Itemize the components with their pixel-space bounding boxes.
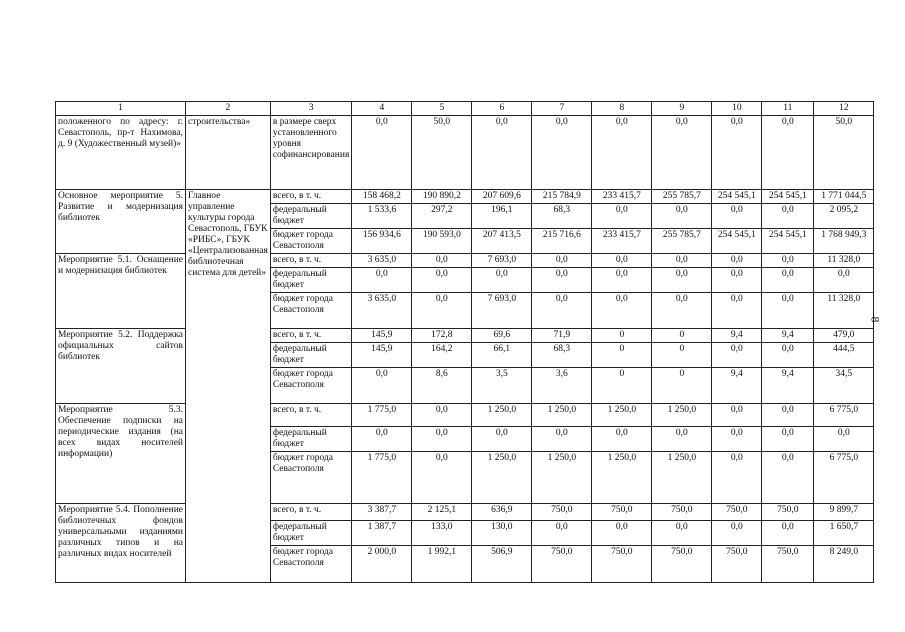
value-cell: 0,0 [814,268,874,293]
program-cell: Мероприятие 5.4. Пополнение библиотечных фондов универсальными изданиями различных типов и на различных видах носителей [56,504,186,583]
value-cell: 0 [652,343,712,368]
value-cell: 0,0 [652,293,712,329]
value-cell: 750,0 [652,546,712,583]
col-header: 9 [652,102,712,116]
value-cell: 7 693,0 [472,254,532,268]
value-cell: 3 387,7 [352,504,412,521]
value-cell: 207 609,6 [472,190,532,204]
program-cell: Мероприятие 5.2. Поддержка официальных сайтов библиотек [56,329,186,404]
value-cell: 0,0 [592,254,652,268]
value-cell: 750,0 [652,504,712,521]
value-cell: 0,0 [712,293,762,329]
value-cell: 0,0 [712,254,762,268]
value-cell: 0 [592,329,652,343]
col-header: 10 [712,102,762,116]
value-cell: 1 775,0 [352,404,412,427]
value-cell: 0,0 [652,254,712,268]
value-cell: 1 250,0 [472,452,532,504]
value-cell: 444,5 [814,343,874,368]
header-row [56,102,874,116]
value-cell: 0,0 [592,116,652,190]
value-cell: 164,2 [412,343,472,368]
executor-cell: Главное управление культуры города Севастополь, ГБУК «РИБС», ГБУК «Централизованная библиотечная система для детей» [186,190,271,583]
value-cell: 0,0 [652,268,712,293]
value-cell: 0,0 [352,116,412,190]
value-cell: 50,0 [814,116,874,190]
value-cell: 9 899,7 [814,504,874,521]
value-cell: 0,0 [652,204,712,229]
budget-table [55,101,874,583]
value-cell: 297,2 [412,204,472,229]
value-cell: 750,0 [712,546,762,583]
source-cell: бюджет города Севастополя [270,452,352,504]
source-cell: в размере сверх установленного уровня софинансирования [270,116,352,190]
value-cell: 50,0 [412,116,472,190]
value-cell: 255 785,7 [652,229,712,254]
value-cell: 0,0 [762,521,814,546]
value-cell: 196,1 [472,204,532,229]
value-cell: 9,4 [762,329,814,343]
value-cell: 0,0 [532,268,592,293]
value-cell: 145,9 [352,343,412,368]
source-cell: всего, в т. ч. [270,254,352,268]
value-cell: 0,0 [532,427,592,452]
col-header: 2 [186,102,271,116]
value-cell: 636,9 [472,504,532,521]
value-cell: 133,0 [412,521,472,546]
table-row [56,190,874,204]
value-cell: 1 768 949,3 [814,229,874,254]
value-cell: 0,0 [412,268,472,293]
value-cell: 0,0 [762,116,814,190]
col-header: 12 [814,102,874,116]
col-header: 8 [592,102,652,116]
source-cell: бюджет города Севастополя [270,293,352,329]
source-cell: бюджет города Севастополя [270,229,352,254]
source-cell: всего, в т. ч. [270,329,352,343]
value-cell: 750,0 [532,546,592,583]
value-cell: 1 250,0 [532,404,592,427]
value-cell: 1 250,0 [652,452,712,504]
source-cell: федеральный бюджет [270,204,352,229]
value-cell: 0,0 [762,452,814,504]
value-cell: 0,0 [532,521,592,546]
value-cell: 750,0 [762,504,814,521]
value-cell: 750,0 [712,504,762,521]
value-cell: 0,0 [652,427,712,452]
program-cell: положенного по адресу: г. Севастополь, пр-т Нахимова, д. 9 (Художественный музей)» [56,116,186,190]
value-cell: 215 716,6 [532,229,592,254]
value-cell: 1 650,7 [814,521,874,546]
value-cell: 254 545,1 [712,229,762,254]
table-row [56,254,874,268]
value-cell: 0,0 [592,204,652,229]
value-cell: 1 775,0 [352,452,412,504]
value-cell: 0,0 [652,521,712,546]
value-cell: 750,0 [592,546,652,583]
program-cell: Мероприятие 5.1. Оснащение и модернизация библиотек [56,254,186,329]
value-cell: 0,0 [762,254,814,268]
value-cell: 0,0 [762,343,814,368]
value-cell: 215 784,9 [532,190,592,204]
value-cell: 0,0 [814,427,874,452]
value-cell: 479,0 [814,329,874,343]
value-cell: 254 545,1 [712,190,762,204]
value-cell: 6 775,0 [814,452,874,504]
value-cell: 0,0 [412,254,472,268]
source-cell: бюджет города Севастополя [270,546,352,583]
value-cell: 254 545,1 [762,229,814,254]
value-cell: 0,0 [712,452,762,504]
table-row [56,504,874,521]
value-cell: 1 250,0 [592,452,652,504]
value-cell: 130,0 [472,521,532,546]
value-cell: 9,4 [762,368,814,404]
value-cell: 9,4 [712,368,762,404]
value-cell: 0,0 [532,254,592,268]
value-cell: 0 [652,368,712,404]
table-row [56,404,874,427]
value-cell: 2 095,2 [814,204,874,229]
value-cell: 0 [592,343,652,368]
value-cell: 145,9 [352,329,412,343]
value-cell: 190 593,0 [412,229,472,254]
value-cell: 0,0 [712,204,762,229]
value-cell: 2 125,1 [412,504,472,521]
value-cell: 11 328,0 [814,254,874,268]
value-cell: 156 934,6 [352,229,412,254]
value-cell: 158 468,2 [352,190,412,204]
value-cell: 0,0 [712,268,762,293]
value-cell: 1 387,7 [352,521,412,546]
value-cell: 1 250,0 [472,404,532,427]
col-header: 11 [762,102,814,116]
source-cell: федеральный бюджет [270,268,352,293]
value-cell: 0,0 [712,116,762,190]
value-cell: 71,9 [532,329,592,343]
value-cell: 750,0 [532,504,592,521]
value-cell: 254 545,1 [762,190,814,204]
value-cell: 68,3 [532,343,592,368]
col-header: 7 [532,102,592,116]
value-cell: 11 328,0 [814,293,874,329]
program-cell: Мероприятие 5.3. Обеспечение подписки на периодические издания (на всех видах носителей информации) [56,404,186,504]
value-cell: 233 415,7 [592,229,652,254]
value-cell: 0,0 [762,293,814,329]
value-cell: 1 250,0 [532,452,592,504]
value-cell: 0,0 [592,268,652,293]
value-cell: 3,6 [532,368,592,404]
col-header: 1 [56,102,186,116]
value-cell: 172,8 [412,329,472,343]
value-cell: 1 771 044,5 [814,190,874,204]
value-cell: 1 250,0 [592,404,652,427]
value-cell: 0,0 [532,116,592,190]
value-cell: 69,6 [472,329,532,343]
executor-cell: строительства» [186,116,271,190]
value-cell: 506,9 [472,546,532,583]
value-cell: 7 693,0 [472,293,532,329]
value-cell: 0,0 [412,427,472,452]
table-body [56,102,874,583]
col-header: 4 [352,102,412,116]
page-number: 8 [868,316,883,323]
value-cell: 0,0 [712,521,762,546]
value-cell: 68,3 [532,204,592,229]
source-cell: федеральный бюджет [270,427,352,452]
value-cell: 0,0 [592,521,652,546]
value-cell: 0,0 [352,427,412,452]
value-cell: 0,0 [352,268,412,293]
continuation-row [56,116,874,190]
value-cell: 34,5 [814,368,874,404]
value-cell: 0,0 [762,404,814,427]
value-cell: 6 775,0 [814,404,874,427]
value-cell: 0 [652,329,712,343]
value-cell: 750,0 [592,504,652,521]
value-cell: 1 533,6 [352,204,412,229]
source-cell: всего, в т. ч. [270,404,352,427]
value-cell: 0,0 [352,368,412,404]
value-cell: 0,0 [592,427,652,452]
value-cell: 3 635,0 [352,254,412,268]
value-cell: 0,0 [762,427,814,452]
value-cell: 0,0 [712,343,762,368]
value-cell: 9,4 [712,329,762,343]
value-cell: 0,0 [412,404,472,427]
source-cell: федеральный бюджет [270,343,352,368]
value-cell: 3,5 [472,368,532,404]
value-cell: 0,0 [762,204,814,229]
value-cell: 190 890,2 [412,190,472,204]
value-cell: 0,0 [472,268,532,293]
value-cell: 0,0 [412,452,472,504]
value-cell: 233 415,7 [592,190,652,204]
value-cell: 255 785,7 [652,190,712,204]
value-cell: 1 250,0 [652,404,712,427]
value-cell: 0,0 [412,293,472,329]
col-header: 6 [472,102,532,116]
value-cell: 1 992,1 [412,546,472,583]
table-row [56,329,874,343]
program-cell: Основное мероприятие 5. Развитие и модернизация библиотек [56,190,186,254]
col-header: 3 [270,102,352,116]
value-cell: 8,6 [412,368,472,404]
value-cell: 8 249,0 [814,546,874,583]
value-cell: 0,0 [472,116,532,190]
value-cell: 0,0 [762,268,814,293]
source-cell: всего, в т. ч. [270,504,352,521]
value-cell: 0,0 [472,427,532,452]
value-cell: 750,0 [762,546,814,583]
source-cell: федеральный бюджет [270,521,352,546]
value-cell: 2 000,0 [352,546,412,583]
source-cell: всего, в т. ч. [270,190,352,204]
value-cell: 66,1 [472,343,532,368]
value-cell: 3 635,0 [352,293,412,329]
source-cell: бюджет города Севастополя [270,368,352,404]
col-header: 5 [412,102,472,116]
value-cell: 0,0 [532,293,592,329]
value-cell: 0,0 [592,293,652,329]
value-cell: 0,0 [652,116,712,190]
value-cell: 0,0 [712,427,762,452]
value-cell: 0 [592,368,652,404]
value-cell: 207 413,5 [472,229,532,254]
value-cell: 0,0 [712,404,762,427]
